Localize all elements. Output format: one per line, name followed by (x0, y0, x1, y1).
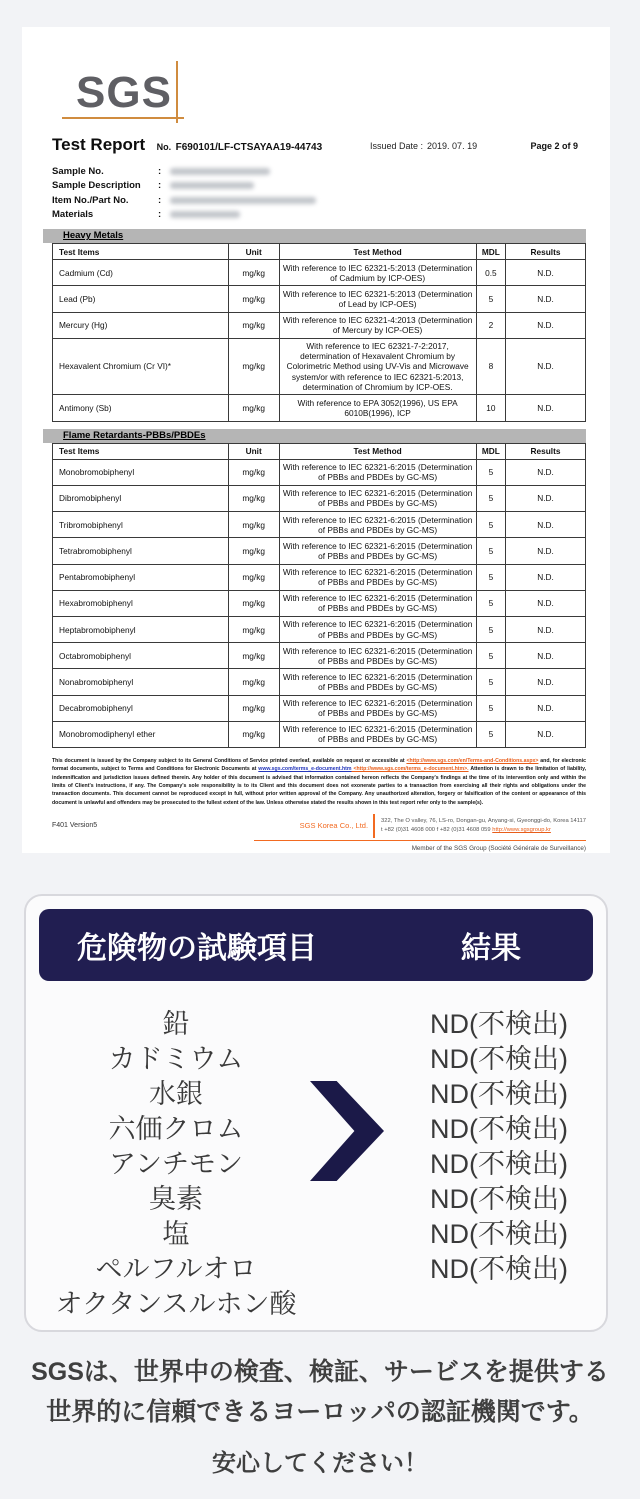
table-cell: 0.5 (476, 260, 505, 286)
table-cell: Decabromobiphenyl (53, 695, 229, 721)
table-cell: 5 (476, 564, 505, 590)
redacted-value (170, 211, 240, 218)
table-cell: 5 (476, 695, 505, 721)
table-cell: N.D. (506, 695, 586, 721)
table-cell: With reference to IEC 62321-6:2015 (Determination of PBBs and PBDEs by GC-MS) (279, 669, 476, 695)
table-cell: With reference to IEC 62321-6:2015 (Determination of PBBs and PBDEs by GC-MS) (279, 590, 476, 616)
table-cell: With reference to IEC 62321-6:2015 (Determination of PBBs and PBDEs by GC-MS) (279, 564, 476, 590)
table-row (53, 538, 586, 564)
table-cell: Octabromobiphenyl (53, 643, 229, 669)
list-item: 六価クロム (108, 1114, 244, 1144)
table-row (53, 286, 586, 312)
table-cell: With reference to EPA 3052(1996), US EPA 6010B(1996), ICP (279, 395, 476, 421)
table-cell: mg/kg (228, 338, 279, 395)
table-row (53, 459, 586, 485)
table-cell: N.D. (506, 338, 586, 395)
table-cell: 5 (476, 616, 505, 642)
bottom-caption (0, 1352, 640, 1484)
table-cell: Heptabromobiphenyl (53, 616, 229, 642)
table-cell: mg/kg (228, 643, 279, 669)
sgs-logo-text: SGS (76, 68, 172, 117)
e-document-link-alt[interactable]: <http://www.sgs.com/terms_e-document.htm>. (351, 766, 469, 773)
table-cell: With reference to IEC 62321-6:2015 (Determination of PBBs and PBDEs by GC-MS) (279, 695, 476, 721)
table-cell: N.D. (506, 669, 586, 695)
report-title-row (52, 135, 586, 155)
issued-date-label: Issued Date : (370, 141, 424, 151)
report-no-label: No. (156, 142, 172, 152)
table-row (53, 616, 586, 642)
table-cell: With reference to IEC 62321-6:2015 (Determination of PBBs and PBDEs by GC-MS) (279, 512, 476, 538)
table-row (53, 643, 586, 669)
report-footer (52, 814, 586, 853)
table-cell: mg/kg (228, 395, 279, 421)
sample-field-label: Item No./Part No. (52, 194, 129, 206)
company-address (381, 817, 586, 835)
table-row (53, 695, 586, 721)
table-row (53, 485, 586, 511)
terms-link[interactable]: <http://www.sgs.com/en/Terms-and-Conditions.aspx> (406, 758, 539, 765)
sample-info (52, 164, 586, 222)
table-cell: N.D. (506, 260, 586, 286)
sgs-logo (76, 67, 192, 123)
table-cell: N.D. (506, 616, 586, 642)
sample-field-row (52, 208, 586, 223)
disclaimer-segment: Attention is drawn to the limitation of liability, indemnification and jurisdiction issues defined therein. Any holder of this document is advised that information contained hereon reflects the Company's findings at the time of its intervention only and within the limits of Client's instructions, if any. The Company's sole responsibility is to its Client and this document does not exonerate parties to a transaction from exercising all their rights and obligations under the transaction documents. This document cannot be reproduced except in full, without prior written approval of the Company. Any unauthorized alteration, forgery or falsification of the content or appearance of this document is unlawful and offenders may be prosecuted to the fullest extent of the law. Unless otherwise stated the results shown in this test report refer only to the sample(s). (52, 766, 587, 806)
list-item: 塩 (162, 1219, 190, 1249)
list-item: ND(不検出) (430, 1114, 568, 1144)
table-cell: Monobromobiphenyl (53, 459, 229, 485)
flame-retardants-table (52, 443, 586, 749)
table-cell: N.D. (506, 564, 586, 590)
table-row (53, 564, 586, 590)
table-cell: N.D. (506, 538, 586, 564)
table-cell: 10 (476, 395, 505, 421)
redacted-value (170, 168, 270, 175)
table-cell: N.D. (506, 512, 586, 538)
report-number: F690101/LF-CTSAYAA19-44743 (175, 142, 323, 153)
list-item: カドミウム (108, 1044, 244, 1074)
redacted-value (170, 182, 254, 189)
address-line: 322, The O valley, 76, LS-ro, Dongan-gu, Anyang-si, Gyeonggi-do, Korea 14117 (381, 817, 586, 824)
sample-field-colon: : (158, 165, 162, 177)
result-summary-card (24, 894, 608, 1332)
table-cell: mg/kg (228, 286, 279, 312)
column-header: MDL (476, 244, 505, 260)
redacted-value (170, 197, 316, 204)
list-item: オクタンスルホン酸 (55, 1289, 297, 1319)
column-header: Test Method (279, 443, 476, 459)
table-cell: mg/kg (228, 590, 279, 616)
table-row (53, 669, 586, 695)
result-card-body (26, 1007, 606, 1337)
table-cell: N.D. (506, 459, 586, 485)
table-row (53, 395, 586, 421)
table-cell: mg/kg (228, 564, 279, 590)
sample-field-colon: : (158, 180, 162, 192)
table-cell: Lead (Pb) (53, 286, 229, 312)
column-header: Test Method (279, 244, 476, 260)
table-cell: mg/kg (228, 616, 279, 642)
table-cell: With reference to IEC 62321-6:2015 (Determination of PBBs and PBDEs by GC-MS) (279, 538, 476, 564)
table-cell: 5 (476, 485, 505, 511)
company-block (254, 814, 586, 853)
table-cell: 8 (476, 338, 505, 395)
list-item: 鉛 (162, 1009, 190, 1039)
table-cell: mg/kg (228, 721, 279, 747)
table-cell: Hexavalent Chromium (Cr VI)* (53, 338, 229, 395)
table-cell: With reference to IEC 62321-5:2013 (Determination of Lead by ICP-OES) (279, 286, 476, 312)
table-cell: 5 (476, 643, 505, 669)
column-header: Test Items (53, 443, 229, 459)
column-header: Results (506, 244, 586, 260)
sample-field-row (52, 179, 586, 194)
sample-field-colon: : (158, 209, 162, 221)
table-cell: 2 (476, 312, 505, 338)
list-item: ND(不検出) (430, 1219, 568, 1249)
disclaimer-segment: This document is issued by the Company subject to its General Conditions of Service printed overleaf, available on request or accessible at (52, 758, 407, 765)
section-heavy-metals (43, 229, 586, 243)
column-header: Results (506, 443, 586, 459)
table-cell: With reference to IEC 62321-6:2015 (Determination of PBBs and PBDEs by GC-MS) (279, 721, 476, 747)
sample-field-colon: : (158, 194, 162, 206)
table-cell: 5 (476, 512, 505, 538)
sample-field-row (52, 193, 586, 208)
table-cell: mg/kg (228, 260, 279, 286)
issued-date (370, 141, 477, 151)
caption-line-2: 世界的に信頼できるヨーロッパの認証機関です。 (46, 1398, 594, 1426)
report-title: Test Report (52, 135, 146, 154)
sample-field-label: Sample Description (52, 180, 141, 192)
table-cell: 5 (476, 721, 505, 747)
table-cell: Dibromobiphenyl (53, 485, 229, 511)
table-cell: With reference to IEC 62321-4:2013 (Determination of Mercury by ICP-OES) (279, 312, 476, 338)
disclaimer-segment: and, for electronic format documents, subject to Terms and Conditions for Electronic Documents at (52, 758, 586, 773)
contact-line (381, 826, 586, 835)
heavy-metals-table (52, 243, 586, 422)
result-card-header (39, 909, 593, 981)
caption-line-1: SGSは、世界中の検査、検証、サービスを提供する (31, 1358, 609, 1386)
report-content (22, 27, 610, 852)
table-cell: With reference to IEC 62321-6:2015 (Determination of PBBs and PBDEs by GC-MS) (279, 485, 476, 511)
list-item: ND(不検出) (430, 1044, 568, 1074)
table-cell: N.D. (506, 643, 586, 669)
sample-field-label: Sample No. (52, 165, 104, 177)
member-note: Member of the SGS Group (Société Générale de Surveillance) (411, 845, 586, 853)
list-item: ペルフルオロ (95, 1254, 257, 1284)
table-cell: 5 (476, 286, 505, 312)
table-cell: Tetrabromobiphenyl (53, 538, 229, 564)
table-header-row (53, 443, 586, 459)
sample-field-label: Materials (52, 209, 94, 221)
section-title: Flame Retardants-PBBs/PBDEs (63, 429, 206, 441)
table-row (53, 338, 586, 395)
header-result-label: 結果 (461, 932, 521, 965)
list-item: ND(不検出) (430, 1254, 568, 1284)
table-cell: Nonabromobiphenyl (53, 669, 229, 695)
list-item: ND(不検出) (430, 1079, 568, 1109)
result-list (430, 1007, 568, 1287)
list-item: ND(不検出) (430, 1149, 568, 1179)
table-cell: With reference to IEC 62321-6:2015 (Determination of PBBs and PBDEs by GC-MS) (279, 616, 476, 642)
table-cell: mg/kg (228, 695, 279, 721)
phone-fax: t +82 (0)31 4608 000 f +82 (0)31 4608 059 (381, 826, 493, 833)
table-row (53, 590, 586, 616)
substance-list (26, 1007, 326, 1322)
form-version: F401 Version5 (52, 821, 98, 829)
sgs-logo-vertical-line (176, 61, 178, 123)
table-cell: mg/kg (228, 538, 279, 564)
list-item: 水銀 (149, 1079, 203, 1109)
table-row (53, 512, 586, 538)
disclaimer-text (52, 757, 586, 807)
table-row (53, 260, 586, 286)
column-header: Unit (228, 244, 279, 260)
table-cell: 5 (476, 538, 505, 564)
table-cell: Hexabromobiphenyl (53, 590, 229, 616)
table-cell: 5 (476, 590, 505, 616)
table-row (53, 721, 586, 747)
e-document-link[interactable]: www.sgs.com/terms_e-document.htm (258, 766, 352, 773)
list-item: ND(不検出) (430, 1184, 568, 1214)
footer-divider (373, 814, 375, 838)
table-cell: Monobromodiphenyl ether (53, 721, 229, 747)
table-cell: mg/kg (228, 669, 279, 695)
list-item: 臭素 (149, 1184, 203, 1214)
table-cell: N.D. (506, 590, 586, 616)
table-cell: Cadmium (Cd) (53, 260, 229, 286)
table-header-row (53, 244, 586, 260)
sample-field-row (52, 164, 586, 179)
header-test-items-label: 危険物の試験項目 (77, 932, 317, 965)
table-cell: N.D. (506, 485, 586, 511)
table-cell: With reference to IEC 62321-6:2015 (Determination of PBBs and PBDEs by GC-MS) (279, 643, 476, 669)
table-cell: mg/kg (228, 512, 279, 538)
table-cell: With reference to IEC 62321-5:2013 (Determination of Cadmium by ICP-OES) (279, 260, 476, 286)
table-cell: Tribromobiphenyl (53, 512, 229, 538)
footer-orange-line (254, 840, 586, 842)
section-flame-retardants (43, 429, 586, 443)
table-cell: Mercury (Hg) (53, 312, 229, 338)
page-indicator: Page 2 of 9 (530, 141, 578, 151)
column-header: Unit (228, 443, 279, 459)
section-title: Heavy Metals (63, 230, 124, 241)
table-cell: With reference to IEC 62321-7-2:2017, determination of Hexavalent Chromium by Colorimetric Method using UV-Vis and Microwave system/or with reference to IEC 62321-5:2013, determination of Chromium by ICP-OES. (279, 338, 476, 395)
test-report-page (22, 27, 610, 853)
list-item: アンチモン (109, 1149, 243, 1179)
table-cell: With reference to IEC 62321-6:2015 (Determination of PBBs and PBDEs by GC-MS) (279, 459, 476, 485)
column-header: Test Items (53, 244, 229, 260)
sgs-logo-horizontal-line (62, 117, 184, 119)
table-cell: N.D. (506, 286, 586, 312)
table-cell: 5 (476, 669, 505, 695)
table-cell: N.D. (506, 312, 586, 338)
website-link[interactable]: http://www.sgsgroup.kr (492, 826, 551, 833)
table-cell: Pentabromobiphenyl (53, 564, 229, 590)
company-name: SGS Korea Co., Ltd. (299, 821, 369, 831)
table-cell: N.D. (506, 395, 586, 421)
issued-date-value: 2019. 07. 19 (427, 141, 478, 151)
table-row (53, 312, 586, 338)
column-header: MDL (476, 443, 505, 459)
list-item: ND(不検出) (430, 1009, 568, 1039)
table-cell: mg/kg (228, 312, 279, 338)
table-cell: N.D. (506, 721, 586, 747)
table-cell: Antimony (Sb) (53, 395, 229, 421)
table-cell: mg/kg (228, 459, 279, 485)
table-cell: 5 (476, 459, 505, 485)
reassurance-text: 安心してください！ (212, 1450, 428, 1477)
table-cell: mg/kg (228, 485, 279, 511)
